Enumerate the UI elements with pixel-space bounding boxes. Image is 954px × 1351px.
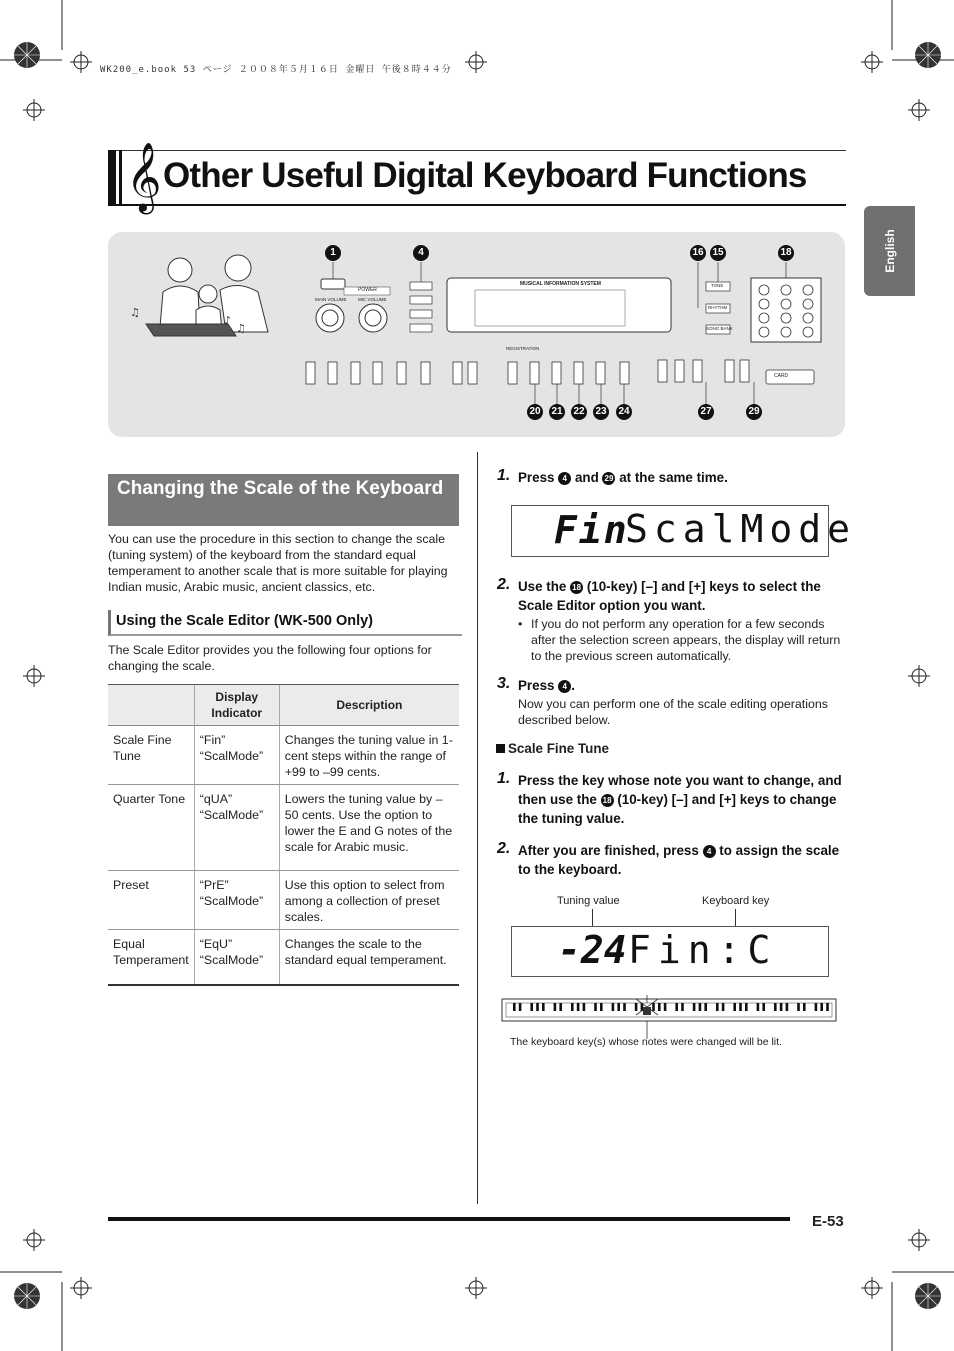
black-key	[664, 1003, 667, 1011]
callout-4: 4	[558, 680, 571, 693]
language-tab-label: English	[883, 229, 897, 273]
footer-rule	[108, 1217, 790, 1221]
callout-18: 18	[778, 245, 794, 261]
column-divider	[477, 452, 478, 1204]
black-key	[542, 1003, 545, 1011]
table-row	[108, 930, 459, 985]
page-title: Other Useful Digital Keyboard Functions	[163, 156, 807, 195]
table-cell-description: Use this option to select from among a collection of preset scales.	[279, 871, 459, 930]
black-key	[583, 1003, 586, 1011]
fine-step-2-number: 2.	[497, 840, 511, 857]
table-cell-option: Scale Fine Tune	[108, 726, 194, 785]
callout-27: 27	[698, 404, 714, 420]
tuning-value-label: Tuning value	[557, 895, 620, 907]
callout-4: 4	[413, 245, 429, 261]
fine-step-1-a: Press the key whose note you want to change, and then use the	[518, 773, 842, 807]
black-key	[739, 1003, 742, 1011]
tone-label: TONE	[711, 283, 724, 288]
step-2-bullet: • If you do not perform any operation for a few seconds after the selection screen appears, the display will return to the previous screen automatically.	[518, 616, 844, 664]
table-cell-option: Equal Temperament	[108, 930, 194, 985]
callout-22: 22	[571, 404, 587, 420]
step-2-text	[518, 577, 848, 615]
fine-step-2-text	[518, 841, 844, 879]
black-key	[722, 1003, 725, 1011]
black-key	[513, 1003, 516, 1011]
callout-1: 1	[325, 245, 341, 261]
black-key	[617, 1003, 620, 1011]
callout-29: 29	[602, 472, 615, 485]
black-key	[693, 1003, 696, 1011]
main-volume-label: MAIN VOLUME	[315, 297, 347, 302]
rhythm-label: RHYTHM	[708, 305, 728, 310]
step-1-c: at the same time.	[615, 470, 728, 485]
step-3-b: .	[571, 678, 575, 693]
lcd1-left: Fin	[554, 508, 629, 552]
mic-volume-label: MIC VOLUME	[358, 297, 387, 302]
lcd-display-2	[511, 926, 829, 977]
leader-key	[735, 909, 736, 927]
step-3-text	[518, 676, 575, 695]
panel-drawing	[108, 232, 845, 437]
black-key	[594, 1003, 597, 1011]
scale-fine-tune-heading	[496, 741, 609, 756]
fine-step-2-a: After you are finished, press	[518, 843, 703, 858]
step-1-b: and	[571, 470, 603, 485]
treble-clef-icon: 𝄞	[126, 142, 162, 212]
subsection-heading	[108, 610, 462, 636]
section-heading	[108, 474, 459, 526]
black-key	[820, 1003, 823, 1011]
black-key	[519, 1003, 522, 1011]
black-key	[571, 1003, 574, 1011]
lcd-display-1	[511, 505, 857, 557]
table-cell-description: Lowers the tuning value by –50 cents. Use the option to lower the E and G notes of the scale for Arabic music.	[279, 785, 459, 871]
black-key	[803, 1003, 806, 1011]
subsection-heading-text: Using the Scale Editor (WK-500 Only)	[116, 613, 374, 629]
section-heading-text: Changing the Scale of the Keyboard	[117, 478, 444, 499]
table-cell-option: Preset	[108, 871, 194, 930]
black-key	[652, 1003, 655, 1011]
table-row	[108, 871, 459, 930]
callout-29: 29	[746, 404, 762, 420]
table-cell-description: Changes the tuning value in 1-cent steps within the range of +99 to –99 cents.	[279, 726, 459, 785]
table-cell-description: Changes the scale to the standard equal temperament.	[279, 930, 459, 985]
lcd2-left: -24	[558, 928, 627, 972]
table-header-empty	[108, 685, 194, 726]
step-2-number: 2.	[497, 576, 511, 593]
step-1-a: Press	[518, 470, 559, 485]
callout-23: 23	[593, 404, 609, 420]
black-key	[600, 1003, 603, 1011]
table-header-indicator: Display Indicator	[194, 685, 279, 726]
black-key	[826, 1003, 829, 1011]
black-key	[716, 1003, 719, 1011]
song-bank-label: SONG BANK	[706, 326, 733, 331]
card-label: CARD	[774, 373, 789, 379]
table-header-row	[108, 685, 459, 726]
registration-label: REGISTRATION	[506, 346, 540, 351]
step-3-number: 3.	[497, 675, 511, 692]
fine-step-1-text	[518, 771, 844, 828]
svg-text:♪: ♪	[224, 314, 232, 327]
scale-options-table	[108, 684, 459, 986]
step-2-a: Use the	[518, 579, 571, 594]
black-key	[681, 1003, 684, 1011]
table-cell-indicator: “PrE” “ScalMode”	[194, 871, 279, 930]
table-row	[108, 785, 459, 871]
square-bullet-icon	[496, 744, 505, 753]
page-number: E-53	[812, 1213, 844, 1230]
subsection-intro: The Scale Editor provides you the following four options for changing the scale.	[108, 643, 432, 673]
black-key	[757, 1003, 760, 1011]
leader-tuning	[592, 909, 593, 927]
black-key	[577, 1003, 580, 1011]
black-key	[536, 1003, 539, 1011]
black-key	[704, 1003, 707, 1011]
scale-fine-tune-heading-text: Scale Fine Tune	[508, 741, 609, 756]
table-cell-indicator: “qUA” “ScalMode”	[194, 785, 279, 871]
black-key	[797, 1003, 800, 1011]
step-1-number: 1.	[497, 467, 511, 484]
svg-text:♫: ♫	[236, 322, 246, 335]
table-row	[108, 726, 459, 785]
callout-4: 4	[558, 472, 571, 485]
callout-4: 4	[703, 845, 716, 858]
callout-16: 16	[690, 245, 706, 261]
black-key	[635, 1003, 638, 1011]
black-key	[815, 1003, 818, 1011]
svg-text:♫: ♫	[130, 306, 140, 319]
power-label: POWER	[358, 287, 377, 293]
black-key	[554, 1003, 557, 1011]
table-header-description: Description	[279, 685, 459, 726]
callout-18: 18	[570, 581, 583, 594]
black-key	[699, 1003, 702, 1011]
keyboard-key-label: Keyboard key	[702, 895, 770, 907]
keyboard-caption: The keyboard key(s) whose notes were changed will be lit.	[510, 1036, 782, 1048]
callout-21: 21	[549, 404, 565, 420]
black-key	[780, 1003, 783, 1011]
callout-15: 15	[710, 245, 726, 261]
table-cell-option: Quarter Tone	[108, 785, 194, 871]
lcd2-right: Fin:C	[628, 928, 778, 972]
fine-step-1-b: (10-key) [–] and [+] keys to change the tuning value.	[518, 792, 837, 826]
step-2-bullet-text: If you do not perform any operation for a few seconds after the selection screen appears, the display will return to the previous screen automatically.	[531, 617, 841, 663]
display-label: MUSICAL INFORMATION SYSTEM	[520, 281, 601, 287]
callout-20: 20	[527, 404, 543, 420]
black-key	[559, 1003, 562, 1011]
step-2-b: (10-key) [–] and [+] keys to select the Scale Editor option you want.	[518, 579, 821, 613]
table-cell-indicator: “Fin” “ScalMode”	[194, 726, 279, 785]
page-title-block	[108, 142, 846, 212]
black-key	[762, 1003, 765, 1011]
keyboard-panel-illustration	[108, 232, 845, 437]
black-key	[786, 1003, 789, 1011]
language-tab	[864, 206, 915, 296]
black-key	[745, 1003, 748, 1011]
step-3-body: Now you can perform one of the scale editing operations described below.	[518, 697, 828, 727]
black-key	[774, 1003, 777, 1011]
black-key	[658, 1003, 661, 1011]
black-key	[623, 1003, 626, 1011]
callout-24: 24	[616, 404, 632, 420]
black-key	[675, 1003, 678, 1011]
print-header: WK200_e.book 53 ページ ２００８年５月１６日 金曜日 午後８時４４分	[100, 65, 452, 75]
step-1-text	[518, 468, 838, 487]
table-cell-indicator: “EqU” “ScalMode”	[194, 930, 279, 985]
fine-step-1-number: 1.	[497, 770, 511, 787]
black-key	[530, 1003, 533, 1011]
black-key	[612, 1003, 615, 1011]
step-3-a: Press	[518, 678, 559, 693]
section-intro: You can use the procedure in this section to change the scale (tuning system) of the keyboard from the standard equal temperament to another scale that is more suitable for playing Indian music, Arabic music, ancient classics, etc.	[108, 532, 448, 594]
fine-step-2-b: to assign the scale to the keyboard.	[518, 843, 840, 877]
lcd1-right: ScalMode	[625, 507, 857, 551]
callout-18: 18	[601, 794, 614, 807]
black-key	[733, 1003, 736, 1011]
